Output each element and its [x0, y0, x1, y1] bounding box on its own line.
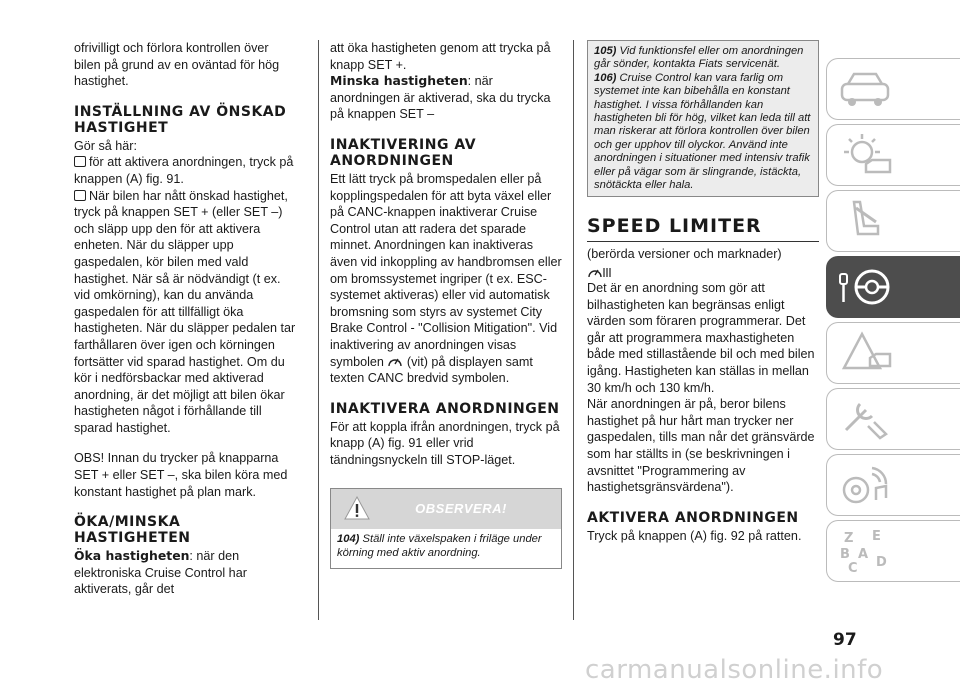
- column-3: [587, 40, 819, 544]
- note-text: Vid funktionsfel eller om anordningen går sönder, kontakta Fiats servicenät.: [594, 45, 804, 71]
- note-number: 105): [594, 45, 617, 57]
- cruise-control-icon: [387, 355, 403, 368]
- steering-key-icon: [836, 262, 896, 312]
- index-icon: [836, 526, 896, 576]
- bullet-icon: [74, 156, 86, 167]
- column-2: [330, 40, 562, 569]
- warning-lights-icon: [836, 130, 896, 180]
- minska-text: : när anordningen är aktiverad, ska du trycka på knappen SET –: [330, 74, 551, 122]
- inaktivering-text: Ett lätt tryck på bromspedalen eller på kopplingspedalen för att byta växel eller på CANC-knappen inaktiverar Cruise Control utan att radera det sparade minnet. Anordningen kan inaktiveras även vid inkoppling av handbromsen eller om bromssystemet ingriper (t ex. ESC-systemet aktiveras) eller vid automatisk bromsning som styrs av systemet City Brake Control - "Collision Mitigation". Vid inaktivering av anordningen visas symbolen: [330, 171, 562, 369]
- oka-continued: att öka hastigheten genom att trycka på knapp SET +.: [330, 41, 551, 72]
- bullet-item: [74, 188, 298, 437]
- svg-text:Z: Z: [844, 531, 854, 546]
- bullet-icon: [74, 190, 86, 201]
- car-dashboard-icon: [836, 64, 896, 114]
- oka-paragraph: [74, 548, 298, 598]
- note-105: [594, 45, 812, 72]
- heading-installning: INSTÄLLNING AV ÖNSKAD HASTIGHET: [74, 103, 287, 136]
- obs-paragraph: OBS! Innan du trycker på knapparna SET + eller SET –, ska bilen köra med konstant hastighet på plan mark.: [74, 451, 288, 499]
- watermark: carmanualsonline.info: [585, 655, 884, 685]
- inaktivera-paragraph: För att koppla ifrån anordningen, tryck på knapp (A) fig. 91 eller vrid tändningsnyckeln till STOP-läget.: [330, 419, 560, 467]
- note-106: [594, 72, 812, 193]
- maintenance-icon: [836, 394, 896, 444]
- heading-inaktivera: INAKTIVERA ANORDNINGEN: [330, 400, 560, 417]
- versions-text: (berörda versioner och marknader): [587, 247, 782, 262]
- bullet-item: [74, 154, 298, 187]
- observera-header: [331, 489, 561, 529]
- svg-text:D: D: [876, 555, 887, 570]
- speed-paragraph-1: Det är en anordning som gör att bilhastigheten kan begränsas enligt värden som föraren programmerar. Det går att programmera maxhastigheten både med stillastående bil och med bilen igång. Hastigheten kan ställas in mellan 30 km/h och 130 km/h.: [587, 281, 815, 395]
- tab-emergency[interactable]: [826, 322, 960, 384]
- heading-speed-limiter: SPEED LIMITER: [587, 215, 819, 242]
- tab-safety[interactable]: [826, 190, 960, 252]
- heading-inaktivering: INAKTIVERING AV ANORDNINGEN: [330, 136, 477, 169]
- tab-index[interactable]: [826, 520, 960, 582]
- note-104: [331, 529, 561, 568]
- page-number: 97: [833, 630, 857, 650]
- aktivera-paragraph: Tryck på knappen (A) fig. 92 på ratten.: [587, 528, 802, 543]
- tab-warning-lights[interactable]: [826, 124, 960, 186]
- svg-text:C: C: [848, 561, 858, 576]
- minska-paragraph: [330, 73, 562, 123]
- speed-paragraph-2: När anordningen är på, beror bilens hastighet på hur hårt man trycker ner gaspedalen, tills man når det gränsvärde som har ställts in (se beskrivningen i avsnittet "Programmering av hastighetsgränsvärdena").: [587, 397, 815, 495]
- column-divider: [318, 40, 319, 620]
- svg-text:E: E: [872, 529, 881, 544]
- seat-safety-icon: [836, 196, 896, 246]
- column-divider: [573, 40, 574, 620]
- tab-dashboard[interactable]: [826, 58, 960, 120]
- chapter-tabs: [826, 58, 960, 586]
- minska-bold: Minska hastigheten: [330, 73, 468, 89]
- svg-text:B: B: [840, 547, 850, 562]
- svg-text:A: A: [858, 547, 869, 562]
- note-number: 106): [594, 71, 617, 84]
- gor-sa-har: Gör så här:: [74, 138, 137, 153]
- note-number: 104): [337, 533, 360, 546]
- heading-oka-minska: ÖKA/MINSKA HASTIGHETEN: [74, 514, 191, 547]
- heading-aktivera: AKTIVERA ANORDNINGEN: [587, 509, 799, 526]
- bullet-text: När bilen har nått önskad hastighet, tryck på knappen SET + (eller SET –) och släpp upp den för att aktivera enheten. När du släpper upp gaspedalen, kör bilen med vald hastighet. När så är nödvändigt (t ex. vid omkörning), kan du använda gaspedalen för att tillfälligt öka hastigheten. När du släpper pedalen tar farthållaren över igen och körningen fortsätter vid sparad hastighet. Om du kör i nedförsbackar med aktiverad anordning, är det möjligt att bilen ökar hastigheten något i förhållande till sparad hastighet.: [74, 188, 296, 435]
- intro-text: ofrivilligt och förlora kontrollen över bilen på grund av en oväntad för hög hastighet.: [74, 41, 280, 89]
- roadside-emergency-icon: [836, 328, 896, 378]
- tab-maintenance[interactable]: [826, 388, 960, 450]
- column-1: [74, 40, 298, 598]
- oka-text: : när den elektroniska Cruise Control har aktiverats, går det: [74, 549, 247, 597]
- multimedia-icon: [836, 460, 896, 510]
- notes-box: [587, 40, 819, 197]
- inaktivering-text-2: (vit) på displayen samt texten CANC bredvid symbolen.: [330, 354, 533, 386]
- inaktivering-paragraph: [330, 171, 562, 387]
- tab-starting-driving[interactable]: [826, 256, 960, 318]
- observera-label: OBSERVERA!: [415, 501, 507, 517]
- note-text: Cruise Control kan vara farlig om systemet inte kan bibehålla en konstant hastighet. I vissa förhållanden kan hastigheten bli för hög, vilket kan leda till att man riskerar att förlora kontrollen över bilen och ger upphov till olyckor. Använd inte anordningen i situationer med intensiv trafik eller på vägar som är slingrande, istäckta, snötäckta eller hala.: [594, 71, 811, 192]
- bullet-text: för att aktivera anordningen, tryck på knappen (A) fig. 91.: [74, 155, 294, 186]
- speed-limiter-icon: [587, 265, 613, 279]
- oka-bold: Öka hastigheten: [74, 548, 190, 564]
- observera-box: [330, 488, 562, 569]
- note-text: Ställ inte växelspaken i friläge under körning med aktiv anordning.: [337, 533, 542, 559]
- tab-multimedia[interactable]: [826, 454, 960, 516]
